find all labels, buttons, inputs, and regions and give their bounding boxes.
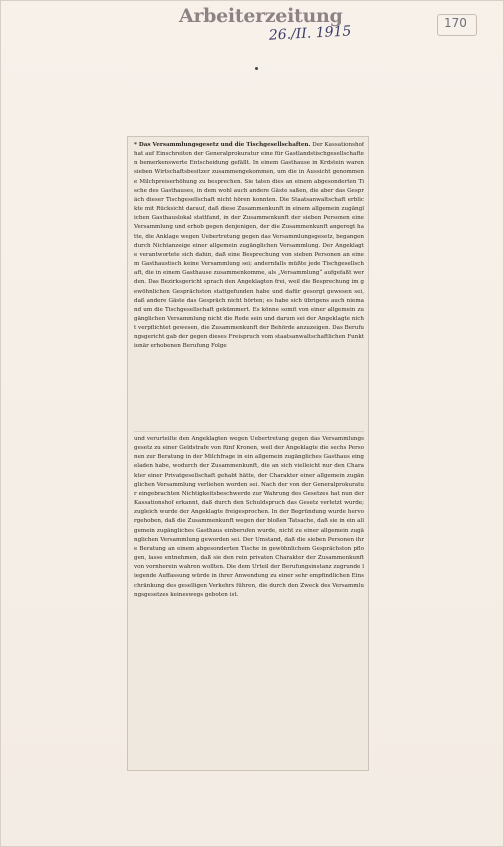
article-column-bottom bbox=[134, 435, 364, 755]
handwritten-date: 26./II. 1915 bbox=[268, 23, 352, 44]
article-column-top bbox=[134, 141, 364, 429]
clipping-seam bbox=[134, 429, 364, 435]
newspaper-clipping bbox=[127, 136, 369, 771]
ink-dot bbox=[255, 67, 258, 70]
article-text-part2: und verurteilte den Angeklagten wegen Uebertretung gegen das Versammlungsgesetz zu einer Geldstrafe von fünf Kronen, weil der Angeklagte die sechs Personen zur Beratung in der Milchfrage in ein allgemein zugängliches Gasthaus eingeladen habe, wodurch der Zusammenkunft, die an sich vielleicht nur den Charakter einer Privatgesellschaft gehabt hätte, der Charakter einer allgemein zugänglichen Versammlung verliehen worden sei. Nach der von der Generalprokuratur eingebrachten Nichtigkeitsbeschwerde zur Wahrung des Gesetzes hat nun der Kassationshof erkannt, daß durch den Schuldspruch das Gesetz verletzt wurde; zugleich wurde der Angeklagte freigesprochen. In der Begründung wurde hervorgehoben, daß die Zusammenkunft wegen der bloßen Tatsache, daß sie in ein allgemein zugängliches Gasthaus einberufen wurde, nicht zu einer allgemein zugänglichen Versammlung geworden sei. Der Umstand, daß die sieben Personen ihre Beratung an einem abgesonderten Tische in gewöhnlichem Gesprächston pflogen, lasse entnehmen, daß sie den rein privaten Charakter der Zusammenkunft von vornherein wahren wollten. Die dem Urteil der Berufungsinstanz zugrunde liegende Auffassung würde in ihrer Anwendung zu einer sehr empfindlichen Einschränkung des geselligen Verkehrs führen, die durch den Zweck des Versammlungsgesetzes keineswegs geboten ist. bbox=[134, 436, 364, 598]
article-headline: * Das Versammlungsgesetz und die Tischgesellschaften. bbox=[134, 142, 311, 148]
newspaper-masthead: Arbeiterzeitung bbox=[179, 5, 343, 27]
page-number: 170 bbox=[444, 16, 467, 30]
article-text-part1: Der Kassationshof hat auf Einschreiten der Generalprokuratur eine für Gastlandstischgesellschaften bemerkenswerte Entscheidung gefällt. In einem Gasthause in Krdstein waren sieben Wirtschaftsbesitzer zusammengekommen, um die in Aussicht genommene Milchpreiserhöhung zu besprechen. Sie taten dies an einem abgesonderten Tische des Gasthauses, in dem wohl auch andere Gäste saßen, die aber das Gespräch dieser Tischgesellschaft nicht hören konnten. Die Staatsanwaltschaft erblickte mit Rücksicht darauf, daß diese Zusammenkunft in einem allgemein zugänglichen Gasthauslokal stattfand, in der Zusammenkunft der sieben Personen eine Versammlung und erhob gegen denjenigen, der die Zusammenkunft angeregt hatte, die Anklage wegen Uebertretung gegen das Versammlungsgesetz, begangen durch Nichtanzeige einer allgemein zugänglichen Versammlung. Der Angeklagte verantwortete sich dahin, daß eine Besprechung von sieben Personen an einem Gasthaustisch keine Versammlung sei; andernfalls müßte jede Tischgesellschaft, die in einem Gasthause zusammenkomme, als „Versammlung“ aufgefaßt werden. Das Bezirksgericht sprach den Angeklagten frei, weil die Besprechung im gewöhnlichen Gesprächston stattgefunden habe und dafür gesorgt gewesen sei, daß andere Gäste das Gespräch nicht hörten; es habe sich übrigens auch niemand um die Tischgesellschaft gekümmert. Es könne somit von einer allgemein zugänglichen Versammlung nicht die Rede sein und darum sei der Angeklagte nicht verpflichtet gewesen, die Zusammenkunft der Behörde anzuzeigen. Das Berufungsgericht gab der gegen dieses Freispruch vom staatsanwaltschaftlichen Funktionär erhobenen Berufung Folge bbox=[134, 142, 364, 350]
